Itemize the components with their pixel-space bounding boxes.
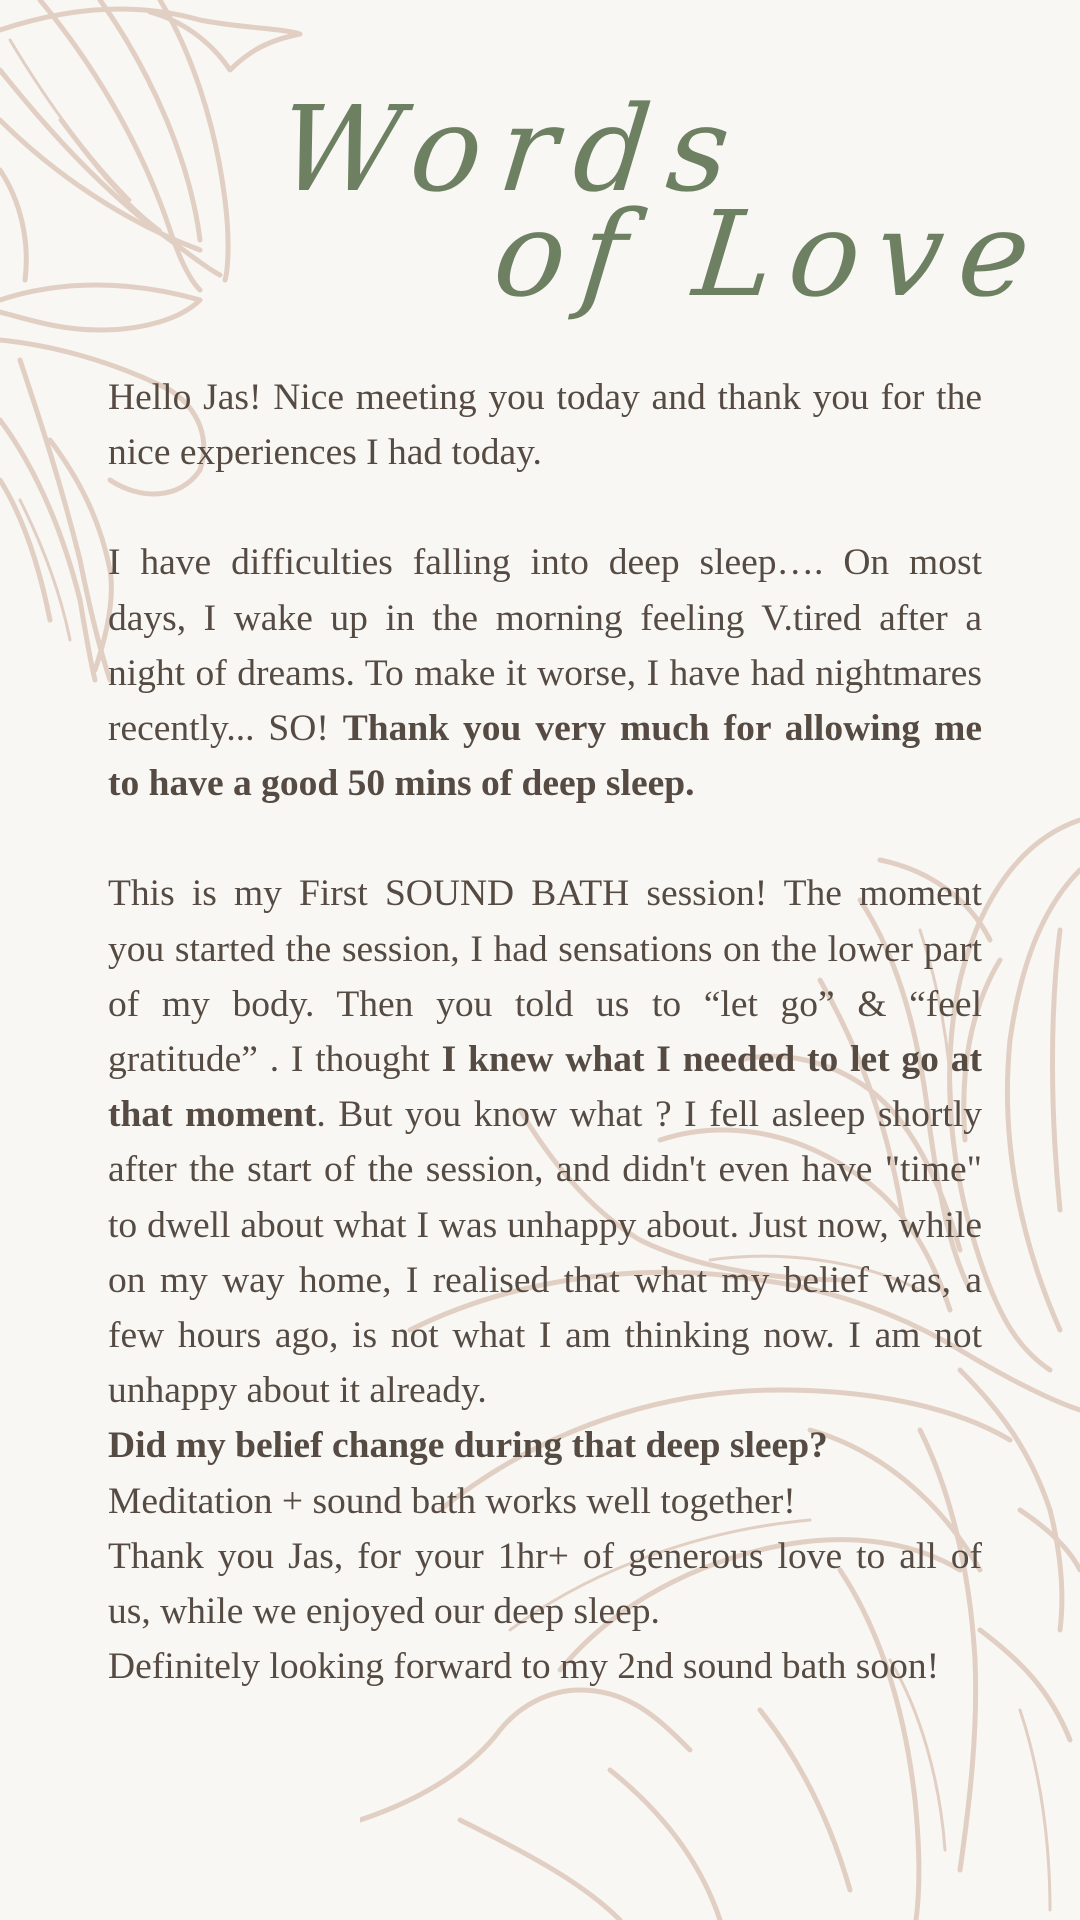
sleep-thanks-bold: Thank you very much for allowing me to have a good 50 mins of deep sleep. [108, 708, 982, 805]
paragraph-session [108, 866, 982, 1418]
paragraph-closing [108, 1639, 982, 1694]
paragraph-belief-question [108, 1418, 982, 1473]
paragraph-thanks [108, 1529, 982, 1639]
meditation-text: Meditation + sound bath works well together! [108, 1480, 796, 1522]
session-let-go-bold: I knew what I needed to let go at that moment [108, 1039, 982, 1136]
paragraph-meditation [108, 1474, 982, 1529]
closing-text: Definitely looking forward to my 2nd sound bath soon! [108, 1646, 940, 1688]
thanks-text: Thank you Jas, for your 1hr+ of generous love to all of us, while we enjoyed our deep sleep. [108, 1535, 982, 1633]
title-line-words: Words [272, 80, 755, 218]
belief-question-bold: Did my belief change during that deep sleep? [108, 1425, 828, 1467]
paragraph-spacer [108, 811, 982, 866]
title [270, 80, 1053, 340]
paragraph-spacer [108, 480, 982, 535]
paragraph-sleep [108, 535, 982, 811]
session-intro-text: This is my First SOUND BATH session! The moment you started the session, I had sensations on the lower part of my body. Then you told us to “let go” & “feel gratitude” . I thought [108, 873, 982, 1081]
greeting-text: Hello Jas! Nice meeting you today and thank you for the nice experiences I had today. [108, 377, 982, 474]
sleep-text: I have difficulties falling into deep sleep…. On most days, I wake up in the morning feeling V.tired after a night of dreams. To make it worse, I have had nightmares recently... SO! [108, 542, 982, 750]
session-rest-text: . But you know what ? I fell asleep shortly after the start of the session, and didn't even have "time" to dwell about what I was unhappy about. Just now, while on my way home, I realised that what my belief was, a few hours ago, is not what I am thinking now. I am not unhappy about it already. [108, 1094, 983, 1412]
paragraph-greeting [108, 370, 982, 480]
testimonial-letter [108, 370, 982, 1694]
title-line-of-love: of Love [487, 185, 1053, 323]
